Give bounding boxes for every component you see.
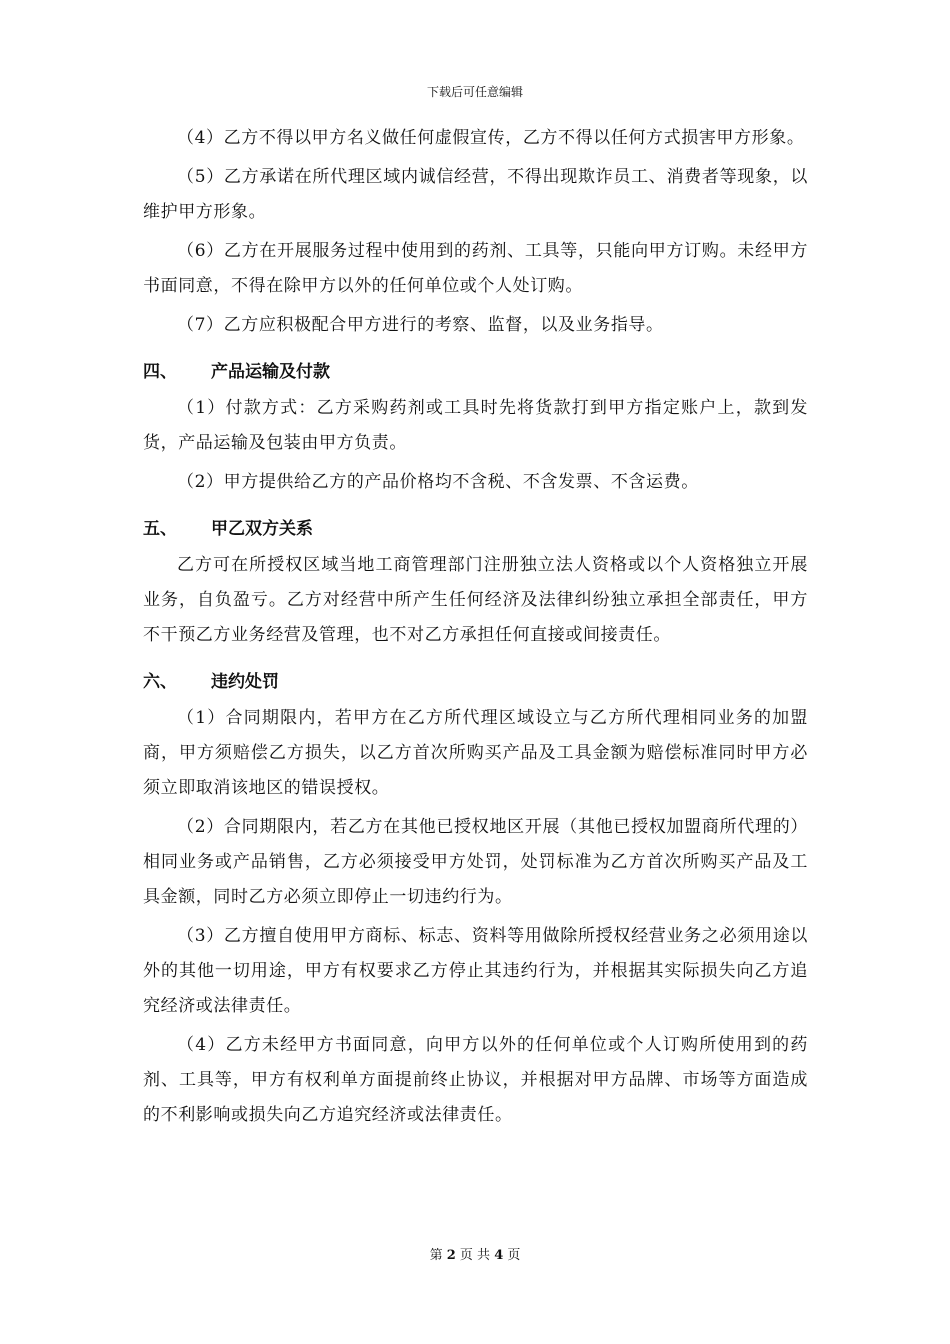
clause-paragraph: （2）合同期限内，若乙方在其他已授权地区开展（其他已授权加盟商所代理的）相同业务或产品销售，乙方必须接受甲方处罚，处罚标准为乙方首次所购买产品及工具金额，同时乙方必须立即停止一切违约行为。 — [143, 817, 808, 907]
section-number: 四、 — [143, 362, 177, 382]
page-footer — [0, 1248, 950, 1264]
clause-paragraph: （1）合同期限内，若甲方在乙方所代理区域设立与乙方所代理相同业务的加盟商，甲方须赔偿乙方损失，以乙方首次所购买产品及工具金额为赔偿标准同时甲方必须立即取消该地区的错误授权。 — [143, 708, 808, 798]
document-body — [143, 121, 808, 1137]
footer-middle: 页 共 — [459, 1248, 491, 1263]
page-header — [0, 84, 950, 100]
section-heading-5 — [143, 516, 808, 542]
section-number: 六、 — [143, 672, 177, 692]
clause-paragraph: （2）甲方提供给乙方的产品价格均不含税、不含发票、不含运费。 — [177, 472, 699, 492]
section-title: 产品运输及付款 — [211, 362, 330, 382]
section-heading-6 — [143, 669, 808, 695]
current-page-number: 2 — [446, 1248, 456, 1263]
clause-paragraph: （5）乙方承诺在所代理区域内诚信经营，不得出现欺诈员工、消费者等现象，以维护甲方形象。 — [143, 167, 808, 222]
section-heading-4 — [143, 359, 808, 385]
header-text: 下载后可任意编辑 — [426, 85, 523, 99]
clause-paragraph: （6）乙方在开展服务过程中使用到的药剂、工具等，只能向甲方订购。未经甲方书面同意，不得在除甲方以外的任何单位或个人处订购。 — [143, 241, 808, 296]
clause-paragraph: （4）乙方不得以甲方名义做任何虚假宣传，乙方不得以任何方式损害甲方形象。 — [177, 128, 805, 148]
clause-paragraph: （3）乙方擅自使用甲方商标、标志、资料等用做除所授权经营业务之必须用途以外的其他一切用途，甲方有权要求乙方停止其违约行为，并根据其实际损失向乙方追究经济或法律责任。 — [143, 926, 808, 1016]
section-title: 违约处罚 — [211, 672, 279, 692]
clause-paragraph: （4）乙方未经甲方书面同意，向甲方以外的任何单位或个人订购所使用到的药剂、工具等，甲方有权利单方面提前终止协议，并根据对甲方品牌、市场等方面造成的不利影响或损失向乙方追究经济或法律责任。 — [143, 1035, 808, 1125]
footer-suffix: 页 — [507, 1248, 521, 1263]
clause-paragraph: 乙方可在所授权区域当地工商管理部门注册独立法人资格或以个人资格独立开展业务，自负盈亏。乙方对经营中所产生任何经济及法律纠纷独立承担全部责任，甲方不干预乙方业务经营及管理，也不对乙方承担任何直接或间接责任。 — [143, 555, 808, 645]
clause-paragraph: （7）乙方应积极配合甲方进行的考察、监督，以及业务指导。 — [177, 315, 664, 335]
clause-paragraph: （1）付款方式：乙方采购药剂或工具时先将货款打到甲方指定账户上，款到发货，产品运输及包装由甲方负责。 — [143, 398, 808, 453]
section-title: 甲乙双方关系 — [211, 519, 313, 539]
footer-prefix: 第 — [429, 1248, 443, 1263]
total-pages-number: 4 — [494, 1248, 504, 1263]
section-number: 五、 — [143, 519, 177, 539]
